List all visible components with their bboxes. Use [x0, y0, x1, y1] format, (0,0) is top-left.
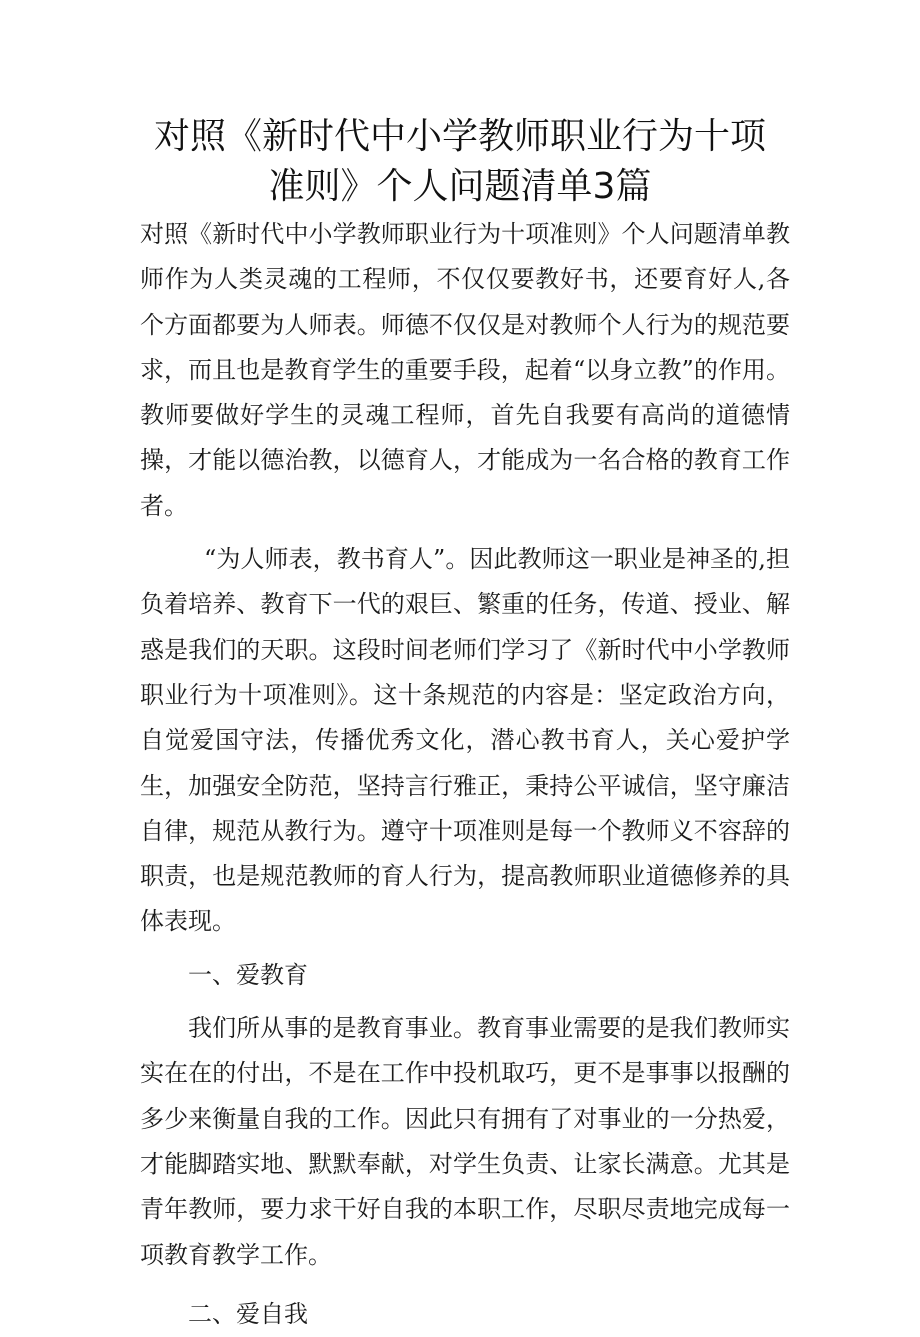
section-heading-love-self: 二、爱自我	[188, 1299, 308, 1328]
paragraph-intro: 对照《新时代中小学教师职业行为十项准则》个人问题清单教师作为人类灵魂的工程师，不仅仅要教好书，还要育好人,各个方面都要为人师表。师德不仅仅是对教师个人行为的规范要求，而且也是教育学生的重要手段，起着“以身立教”的作用。教师要做好学生的灵魂工程师，首先自我要有高尚的道德情操，才能以德治教，以德育人，才能成为一名合格的教育工作者。	[140, 220, 790, 520]
document-body	[140, 212, 790, 1337]
section-heading-love-education: 一、爱教育	[188, 960, 308, 989]
paragraph-love-education: 我们所从事的是教育事业。教育事业需要的是我们教师实实在在的付出，不是在工作中投机取巧，更不是事事以报酬的多少来衡量自我的工作。因此只有拥有了对事业的一分热爱，才能脚踏实地、默默奉献，对学生负责、让家长满意。尤其是青年教师，要力求干好自我的本职工作，尽职尽责地完成每一项教育教学工作。	[140, 1014, 790, 1269]
document-title: 对照《新时代中小学教师职业行为十项准则》个人问题清单3篇	[153, 116, 766, 207]
paragraph-norms: “为人师表，教书育人”。因此教师这一职业是神圣的,担负着培养、教育下一代的艰巨、繁重的任务，传道、授业、解惑是我们的天职。这段时间老师们学习了《新时代中小学教师职业行为十项准则》。这十条规范的内容是：坚定政治方向，自觉爱国守法，传播优秀文化，潜心教书育人，关心爱护学生，加强安全防范，坚持言行雅正，秉持公平诚信，坚守廉洁自律，规范从教行为。遵守十项准则是每一个教师义不容辞的职责，也是规范教师的育人行为，提高教师职业道德修养的具体表现。	[140, 545, 790, 936]
